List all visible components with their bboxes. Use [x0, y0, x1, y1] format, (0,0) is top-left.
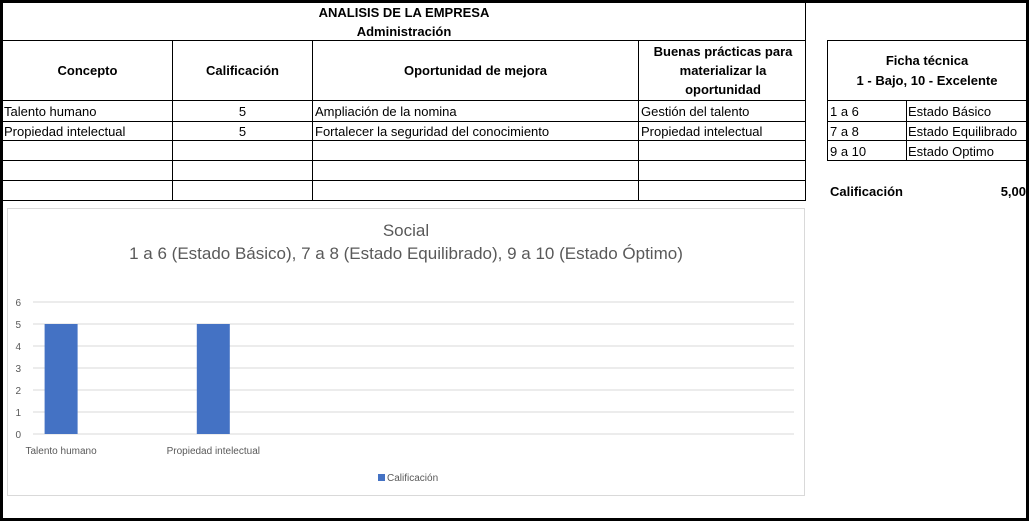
spreadsheet	[3, 3, 1026, 518]
score-label: Calificación	[830, 184, 903, 199]
grid-line	[312, 40, 313, 201]
ficha-range-3: 9 a 10	[830, 144, 867, 159]
table-row-2-practicas: Propiedad intelectual	[641, 124, 763, 139]
table-row-2-calificacion: 5	[238, 124, 247, 139]
grid-line	[3, 140, 806, 141]
bar-2	[197, 324, 230, 434]
grid-line	[3, 160, 806, 161]
y-tick-label: 2	[15, 386, 21, 397]
grid-line	[805, 3, 806, 201]
grid-line	[827, 100, 1026, 101]
grid-line	[827, 140, 1026, 141]
grid-line	[827, 40, 828, 161]
grid-line	[3, 200, 806, 201]
table-row-2-oportunidad: Fortalecer la seguridad del conocimiento	[315, 124, 550, 139]
ficha-state-3: Estado Optimo	[908, 144, 994, 159]
table-row-2-concepto: Propiedad intelectual	[4, 124, 126, 139]
grid-line	[3, 121, 806, 122]
ficha-range-1: 1 a 6	[830, 104, 859, 119]
x-tick-label: Propiedad intelectual	[166, 446, 261, 457]
grid-line	[827, 40, 1026, 41]
legend-label: Calificación	[387, 473, 439, 484]
table-row-1-oportunidad: Ampliación de la nomina	[315, 104, 457, 119]
grid-line	[172, 40, 173, 201]
y-tick-label: 4	[15, 342, 21, 353]
grid-line	[827, 160, 1026, 161]
y-tick-label: 3	[15, 364, 21, 375]
chart-title: Social	[382, 221, 430, 240]
ficha-scale: 1 - Bajo, 10 - Excelente	[856, 72, 998, 88]
report-subtitle: Administración	[356, 23, 452, 39]
ficha-state-1: Estado Básico	[908, 104, 992, 119]
chart-subtitle: 1 a 6 (Estado Básico), 7 a 8 (Estado Equilibrado), 9 a 10 (Estado Óptimo)	[129, 244, 683, 263]
col-header-oportunidad: Oportunidad de mejora	[403, 63, 547, 78]
ficha-title: Ficha técnica	[885, 52, 969, 68]
grid-line	[906, 100, 907, 161]
grid-line	[3, 40, 806, 41]
col-header-concepto: Concepto	[57, 63, 118, 78]
y-tick-label: 0	[15, 430, 21, 441]
grid-line	[638, 40, 639, 201]
grid-line	[3, 100, 806, 101]
bar-chart	[8, 209, 804, 495]
y-tick-label: 1	[15, 408, 21, 419]
chart-area[interactable]	[7, 208, 805, 496]
bar-1	[45, 324, 78, 434]
report-title: ANALISIS DE LA EMPRESA	[318, 5, 490, 20]
col-header-calificacion: Calificación	[206, 63, 279, 78]
grid-line	[827, 121, 1026, 122]
ficha-range-2: 7 a 8	[830, 124, 859, 139]
table-row-1-concepto: Talento humano	[4, 104, 97, 119]
col-header-practicas: Buenas prácticas para materializar la oportunidad	[653, 44, 793, 97]
score-value: 5,00	[1000, 184, 1026, 199]
table-row-1-practicas: Gestión del talento	[641, 104, 750, 119]
ficha-state-2: Estado Equilibrado	[908, 124, 1018, 139]
grid-line	[3, 180, 806, 181]
table-row-1-calificacion: 5	[238, 104, 247, 119]
legend-swatch	[378, 474, 385, 481]
y-tick-label: 6	[15, 298, 21, 309]
x-tick-label: Talento humano	[25, 446, 97, 457]
y-tick-label: 5	[15, 320, 21, 331]
